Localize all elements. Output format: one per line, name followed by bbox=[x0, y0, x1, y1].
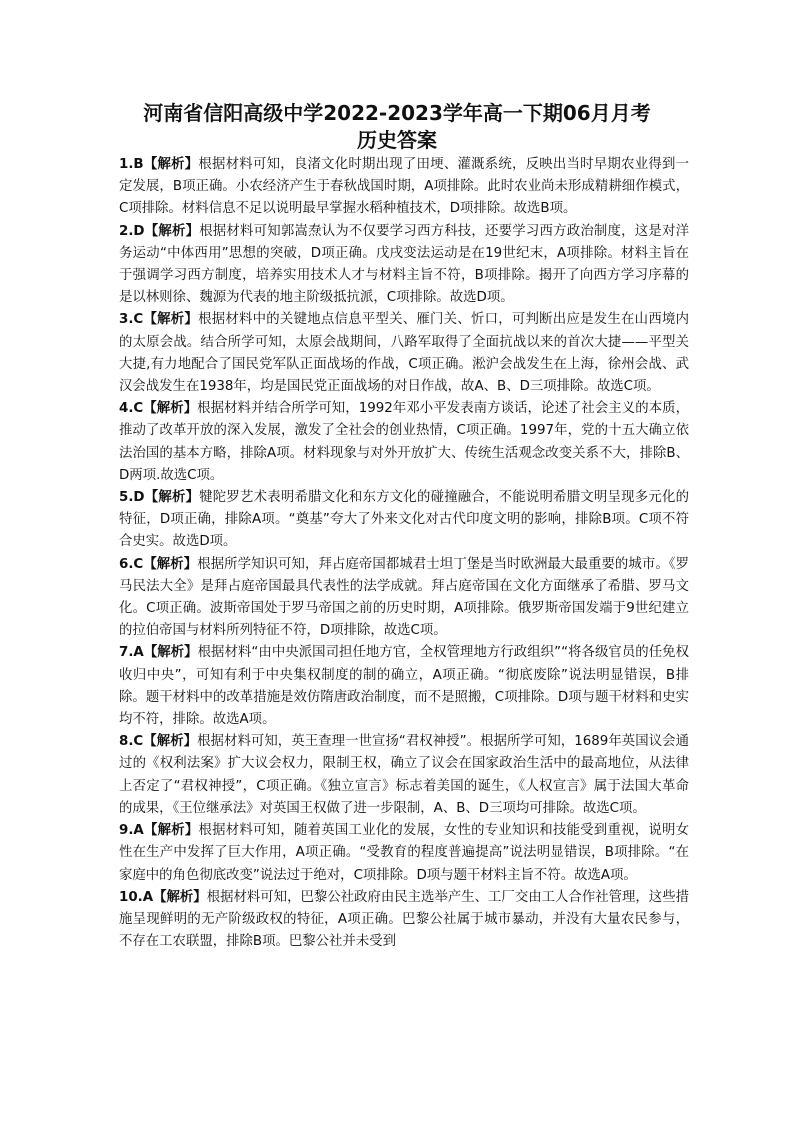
answer-text: 根据所学知识可知，拜占庭帝国都城君士坦丁堡是当时欧洲最大最重要的城市。《罗马民法大全》是拜占庭帝国最具代表性的法学成就。拜占庭帝国在文化方面继承了希腊、罗马文化。C项正确。波斯帝国处于罗马帝国之前的历史时期，A项排除。俄罗斯帝国发端于9世纪建立的拉伯帝国与材料所列特征不符，D项排除，故选C项。 bbox=[119, 556, 689, 639]
answer-text: 根据材料可知，英王查理一世宣扬“君权神授”。根据所学可知，1689年英国议会通过的《权利法案》扩大议会权力，限制王权，确立了议会在国家政治生活中的最高地位，从法律上否定了“君权神授”，C项正确。《独立宣言》标志着美国的诞生，《人权宣言》属于法国大革命的成果，《王位继承法》对英国王权做了进一步限制，A、B、D三项均可排除。故选C项。 bbox=[119, 734, 689, 816]
answer-label: 9.A【解析】 bbox=[119, 823, 199, 839]
answer-item-5 bbox=[119, 487, 689, 554]
answer-item-4 bbox=[119, 398, 689, 487]
answer-text: 根据材料“由中央派国司担任地方官，全权管理地方行政组织”“将各级官员的任免权收归中央”，可知有利于中央集权制度的制的确立，A项正确。“彻底废除”说法明显错误，B排除。题干材料中的改革措施是效仿隋唐政治制度，而不是照搬，C项排除。D项与题干材料和史实均不符，排除。故选A项。 bbox=[119, 645, 689, 728]
answer-label: 10.A【解析】 bbox=[119, 889, 207, 905]
document-subtitle: 历史答案 bbox=[357, 128, 437, 152]
answer-item-8 bbox=[119, 731, 689, 820]
answer-item-1 bbox=[119, 154, 689, 221]
answer-label: 6.C【解析】 bbox=[119, 556, 198, 572]
answer-text: 根据材料可知，良渚文化时期出现了田埂、灌溉系统，反映出当时早期农业得到一定发展，B项正确。小农经济产生于春秋战国时期，A项排除。此时农业尚未形成精耕细作模式，C项排除。材料信息不足以说明最早掌握水稻种植技术，D项排除。故选B项。 bbox=[119, 157, 689, 217]
answer-item-10 bbox=[119, 887, 689, 954]
answer-text: 根据材料并结合所学可知，1992年邓小平发表南方谈话，论述了社会主义的本质，推动了改革开放的深入发展，激发了全社会的创业热情，C项正确。1997年，党的十五大确立依法治国的基本方略，排除A项。材料现象与对外开放扩大、传统生活观念改变关系不大，排除B、D两项.故选C项。 bbox=[119, 401, 690, 483]
answer-label: 8.C【解析】 bbox=[119, 734, 198, 750]
answer-label: 4.C【解析】 bbox=[119, 401, 198, 417]
answer-label: 3.C【解析】 bbox=[119, 312, 199, 328]
answer-text: 犍陀罗艺术表明希腊文化和东方文化的碰撞融合，不能说明希腊文明呈现多元化的特征，D项正确，排除A项。“奠基”夸大了外来文化对古代印度文明的影响，排除B项。C项不符合史实。故选D项。 bbox=[119, 490, 689, 550]
answer-text: 根据材料可知郭嵩焘认为不仅要学习西方科技，还要学习西方政治制度，这是对洋务运动“中体西用”思想的突破，D项正确。戊戌变法运动是在19世纪末，A项排除。材料主旨在于强调学习西方制度，培养实用技术人才与材料主旨不符，B项排除。揭开了向西方学习序幕的是以林则徐、魏源为代表的地主阶级抵抗派，C项排除。故选D项。 bbox=[119, 223, 689, 306]
answer-label: 2.D【解析】 bbox=[119, 223, 200, 239]
answer-item-6 bbox=[119, 554, 689, 643]
answer-text: 根据材料可知，巴黎公社政府由民主选举产生、工厂交由工人合作社管理，这些措施呈现鲜明的无产阶级政权的特征，A项正确。巴黎公社属于城市暴动，并没有大量农民参与，不存在工农联盟，排除B项。巴黎公社并未受到 bbox=[119, 889, 689, 950]
answer-label: 5.D【解析】 bbox=[119, 490, 200, 506]
answer-item-2 bbox=[119, 221, 689, 310]
answer-item-7 bbox=[119, 642, 689, 731]
answer-label: 7.A【解析】 bbox=[119, 645, 198, 661]
answer-text: 根据材料中的关键地点信息平型关、雁门关、忻口，可判断出应是发生在山西境内的太原会战。结合所学可知，太原会战期间，八路军取得了全面抗战以来的首次大捷——平型关大捷,有力地配合了国民党军队正面战场的作战，C项正确。淞沪会战发生在上海，徐州会战、武汉会战发生在1938年，均是国民党正面战场的对日作战，故A、B、D三项排除。故选C项。 bbox=[119, 312, 689, 395]
answer-item-3 bbox=[119, 309, 689, 398]
answer-text: 根据材料可知，随着英国工业化的发展，女性的专业知识和技能受到重视，说明女性在生产中发挥了巨大作用，A项正确。“受教育的程度普遍提高”说法明显错误，B项排除。“在家庭中的角色彻底改变”说法过于绝对，C项排除。D项与题干材料主旨不符。故选A项。 bbox=[119, 823, 689, 883]
answer-item-9 bbox=[119, 820, 689, 887]
document-title: 河南省信阳高级中学2022-2023学年高一下期06月月考 bbox=[143, 101, 651, 125]
answer-label: 1.B【解析】 bbox=[119, 157, 199, 172]
answer-body bbox=[119, 154, 689, 953]
